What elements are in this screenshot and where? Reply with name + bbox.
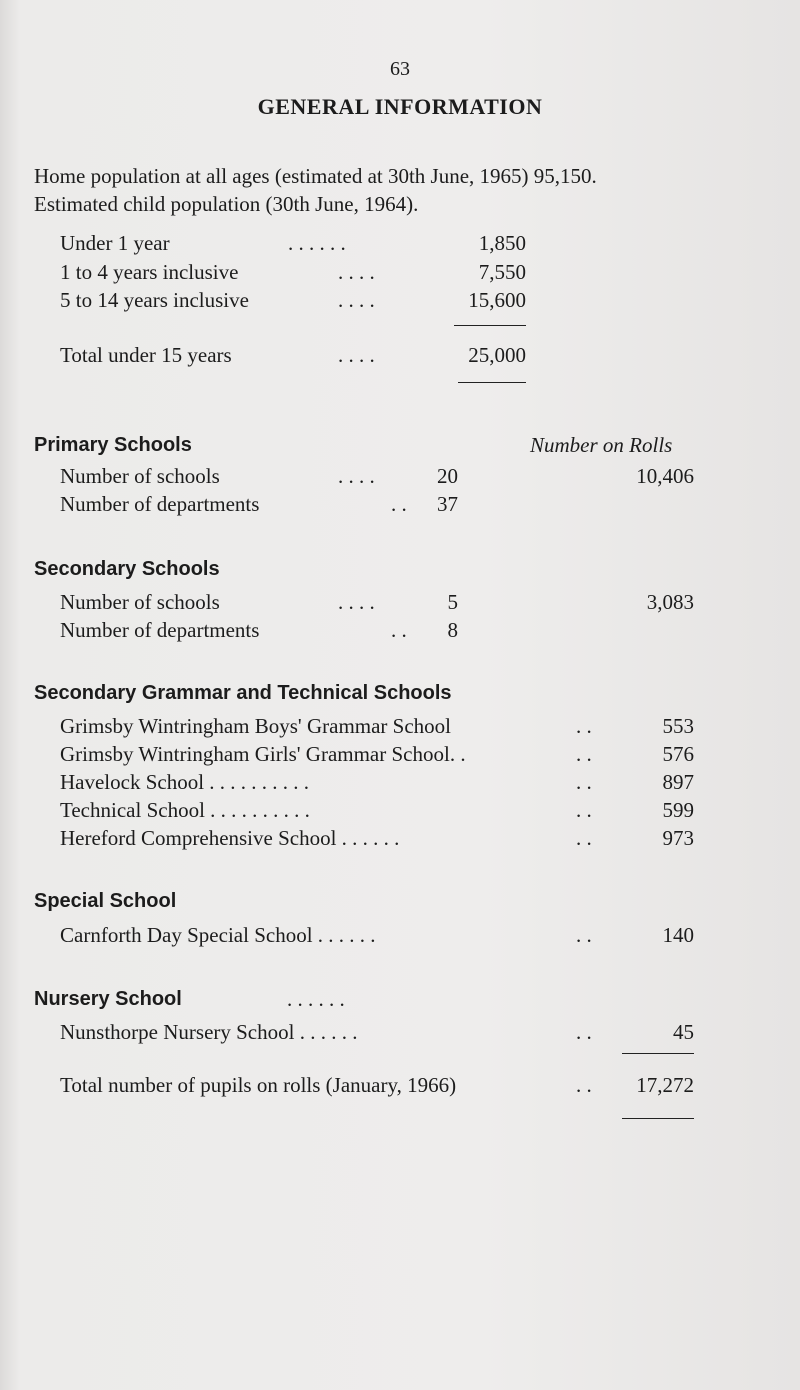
primary-departments-count: 37 — [437, 492, 458, 516]
subtotal-rule — [454, 325, 526, 326]
nursery-school-heading: Nursery School — [34, 988, 182, 1010]
home-population-line: Home population at all ages (estimated at 30th June, 1965) 95,150. — [34, 164, 597, 188]
special-school-heading: Special School — [34, 890, 177, 912]
grand-total-value: 17,272 — [636, 1073, 694, 1097]
secondary-schools-count: 5 — [447, 590, 458, 614]
school-rolls-value: 140 — [662, 923, 694, 947]
school-name: Carnforth Day Special School . . . . . . — [60, 923, 376, 947]
primary-schools-count: 20 — [437, 464, 458, 488]
school-name: Grimsby Wintringham Boys' Grammar School — [60, 714, 452, 738]
primary-schools-label: Number of schools — [60, 464, 220, 488]
school-name: Havelock School . . . . . . . . . . — [60, 770, 310, 794]
child-row-value: 7,550 — [478, 260, 526, 284]
child-row-leader: . . . . — [338, 288, 375, 312]
child-row-label: 5 to 14 years inclusive — [60, 288, 249, 312]
school-leader: . . — [576, 1020, 592, 1044]
school-leader: . . — [576, 770, 592, 794]
school-name: Technical School . . . . . . . . . . — [60, 798, 310, 822]
primary-departments-leader: . . — [391, 492, 407, 516]
school-leader: . . — [576, 826, 592, 850]
page-number: 63 — [390, 58, 410, 80]
secondary-rolls-value: 3,083 — [646, 590, 694, 614]
school-rolls-value: 576 — [662, 742, 694, 766]
secondary-departments-label: Number of departments — [60, 618, 260, 642]
page-title: GENERAL INFORMATION — [257, 94, 543, 119]
child-population-heading: Estimated child population (30th June, 1964). — [34, 192, 419, 216]
school-leader: . . — [576, 798, 592, 822]
number-on-rolls-header: Number on Rolls — [530, 433, 673, 457]
nursery-heading-leader: . . . . . . — [287, 987, 345, 1011]
child-row-leader: . . . . . . — [288, 231, 346, 255]
child-total-value: 25,000 — [468, 343, 526, 367]
child-row-value: 1,850 — [478, 231, 526, 255]
primary-departments-label: Number of departments — [60, 492, 260, 516]
secondary-schools-leader: . . . . — [338, 590, 375, 614]
school-rolls-value: 45 — [673, 1020, 694, 1044]
primary-schools-leader: . . . . — [338, 464, 375, 488]
child-row-label: 1 to 4 years inclusive — [60, 260, 239, 284]
school-name: Nunsthorpe Nursery School . . . . . . — [60, 1020, 358, 1044]
grammar-technical-heading: Secondary Grammar and Technical Schools — [34, 682, 452, 704]
child-row-value: 15,600 — [468, 288, 526, 312]
secondary-departments-count: 8 — [447, 618, 458, 642]
school-rolls-value: 897 — [662, 770, 694, 794]
school-leader: . . — [576, 923, 592, 947]
grand-subtotal-rule — [622, 1053, 694, 1054]
child-row-label: Under 1 year — [60, 231, 170, 255]
school-name: Grimsby Wintringham Girls' Grammar School. . — [60, 742, 466, 766]
school-leader: . . — [576, 714, 592, 738]
primary-schools-heading: Primary Schools — [34, 434, 192, 456]
school-leader: . . — [576, 742, 592, 766]
total-rule — [458, 382, 526, 383]
school-rolls-value: 553 — [662, 714, 694, 738]
child-total-label: Total under 15 years — [60, 343, 232, 367]
grand-total-label: Total number of pupils on rolls (January, 1966) — [60, 1073, 457, 1097]
child-total-leader: . . . . — [338, 343, 375, 367]
secondary-departments-leader: . . — [391, 618, 407, 642]
secondary-schools-heading: Secondary Schools — [34, 558, 220, 580]
school-name: Hereford Comprehensive School . . . . . . — [60, 826, 400, 850]
secondary-schools-label: Number of schools — [60, 590, 220, 614]
grand-total-leader: . . — [576, 1073, 592, 1097]
grand-total-rule — [622, 1118, 694, 1119]
school-rolls-value: 599 — [662, 798, 694, 822]
primary-rolls-value: 10,406 — [636, 464, 694, 488]
child-row-leader: . . . . — [338, 260, 375, 284]
school-rolls-value: 973 — [662, 826, 694, 850]
